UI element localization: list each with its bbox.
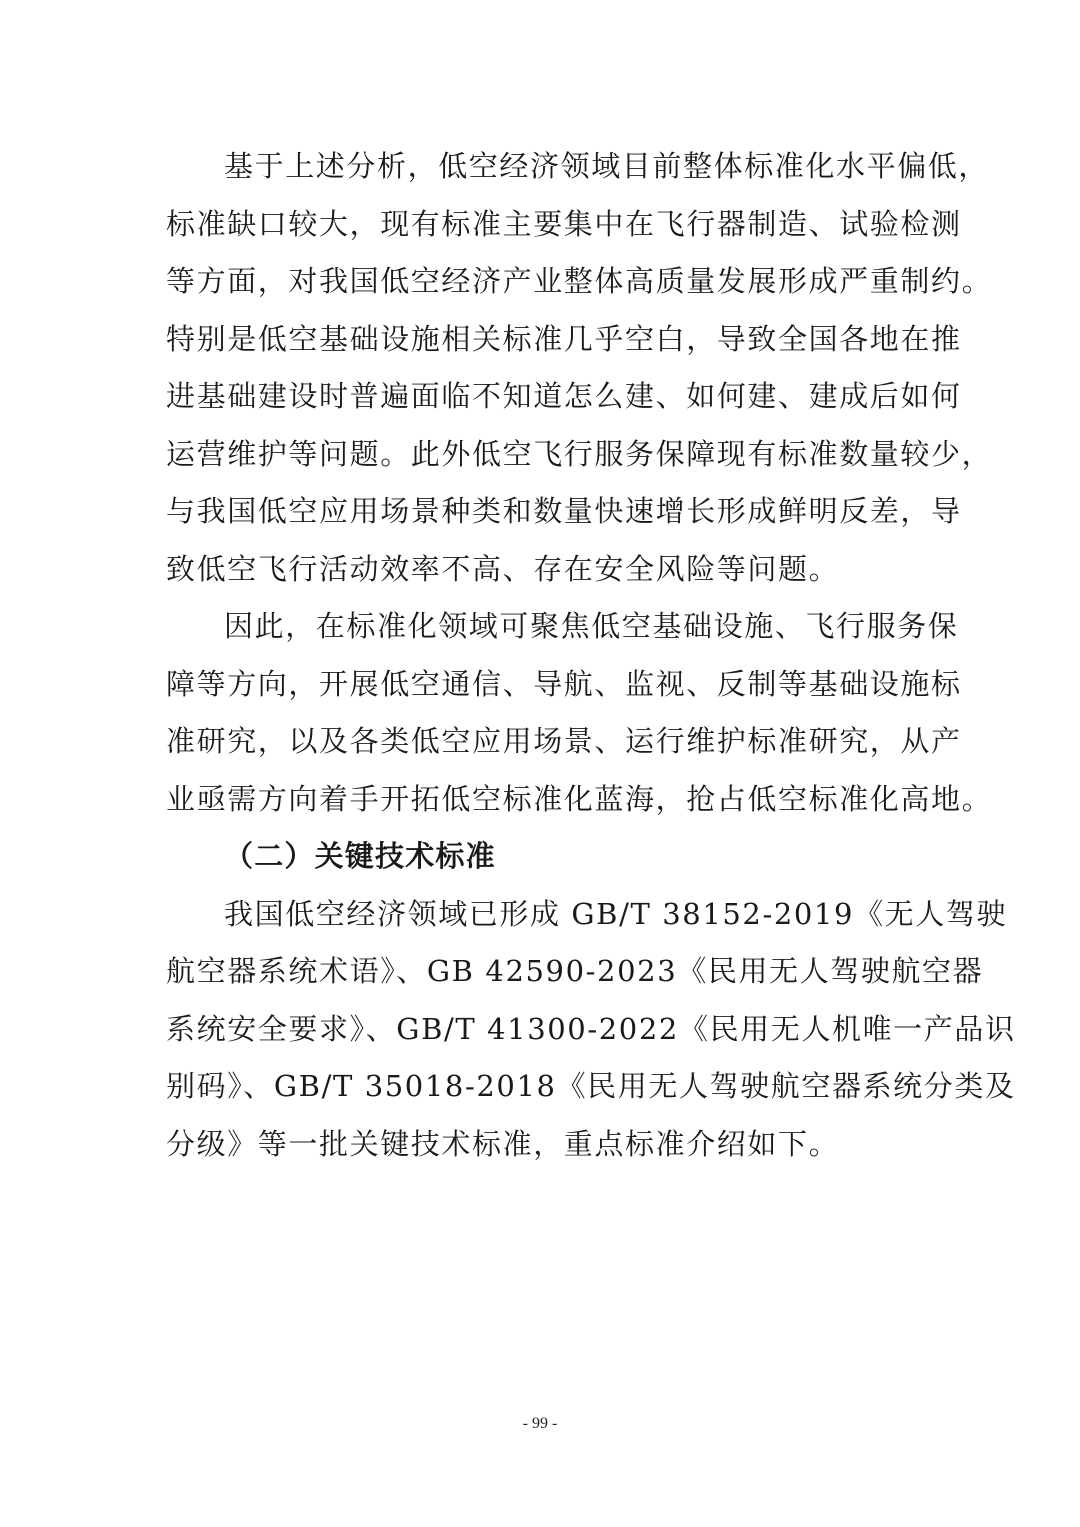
text-line: 业亟需方向着手开拓低空标准化蓝海，抢占低空标准化高地。 — [166, 781, 993, 816]
text-line: 致低空飞行活动效率不高、存在安全风险等问题。 — [166, 551, 840, 586]
page-number: - 99 - — [522, 1415, 558, 1432]
paragraph-focus — [166, 598, 993, 828]
text-line: 基于上述分析，低空经济领域目前整体标准化水平偏低， — [224, 149, 990, 183]
text-line: 因此，在标准化领域可聚焦低空基础设施、飞行服务保 — [224, 609, 959, 643]
text-line: 运营维护等问题。此外低空飞行服务保障现有标准数量较少， — [166, 436, 993, 471]
page-body — [166, 138, 1016, 1173]
text-line: 等方面，对我国低空经济产业整体高质量发展形成严重制约。 — [166, 264, 993, 298]
text-line: 别码》、GB/T 35018-2018《民用无人驾驶航空器系统分类及 — [166, 1069, 1016, 1103]
paragraph-key-standards — [166, 886, 1016, 1174]
paragraph-analysis — [166, 138, 993, 598]
text-line: 系统安全要求》、GB/T 41300-2022《民用无人机唯一产品识 — [166, 1011, 1016, 1046]
text-line: 分级》等一批关键技术标准，重点标准介绍如下。 — [166, 1126, 840, 1161]
text-line: 准研究，以及各类低空应用场景、运行维护标准研究，从产 — [166, 724, 962, 758]
text-line: 航空器系统术语》、GB 42590-2023《民用无人驾驶航空器 — [166, 954, 984, 988]
text-line: 特别是低空基础设施相关标准几乎空白，导致全国各地在推 — [166, 321, 962, 356]
section-heading: （二）关键技术标准 — [224, 839, 496, 873]
text-line: 我国低空经济领域已形成 GB/T 38152-2019《无人驾驶 — [224, 896, 1008, 931]
text-line: 进基础建设时普遍面临不知道怎么建、如何建、建成后如何 — [166, 379, 962, 413]
text-line: 与我国低空应用场景种类和数量快速增长形成鲜明反差，导 — [166, 494, 962, 528]
text-line: 障等方向，开展低空通信、导航、监视、反制等基础设施标 — [166, 666, 962, 701]
text-line: 标准缺口较大，现有标准主要集中在飞行器制造、试验检测 — [166, 206, 962, 241]
